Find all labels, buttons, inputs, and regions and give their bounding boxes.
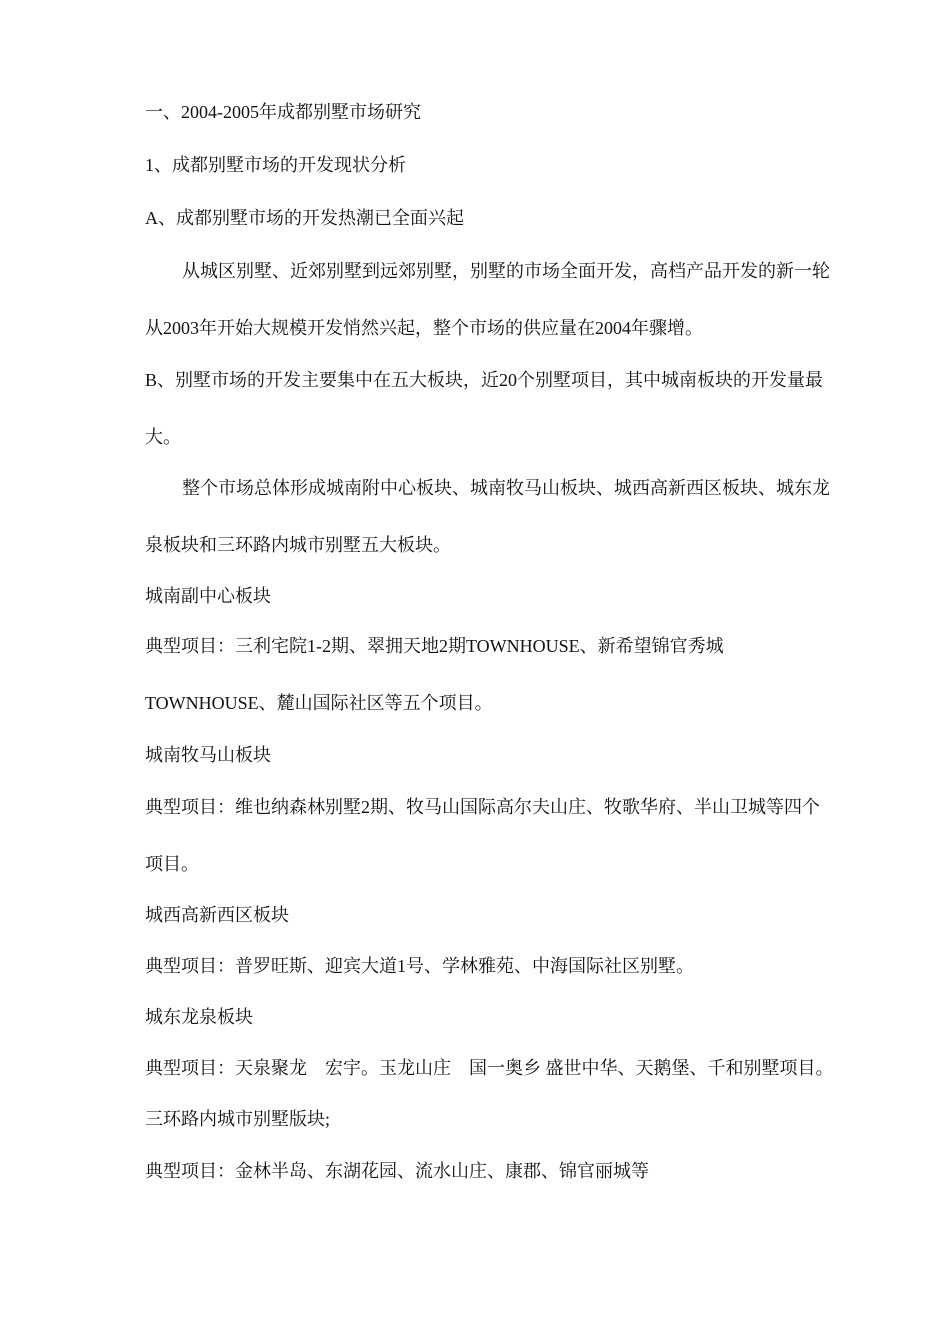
subsection-heading: 1、成都别墅市场的开发现状分析 [145, 155, 406, 175]
paragraph-line: 从城区别墅、近郊别墅到远郊别墅，别墅的市场全面开发，高档产品开发的新一轮 [182, 261, 830, 281]
point-heading-b-continued: 大。 [145, 427, 181, 447]
block-title: 城西高新西区板块 [145, 905, 289, 925]
block-title: 城南牧马山板块 [145, 745, 271, 765]
paragraph-line: 泉板块和三环路内城市别墅五大板块。 [145, 535, 451, 555]
block-title: 城东龙泉板块 [145, 1007, 253, 1027]
typical-projects-continued: 项目。 [145, 854, 199, 874]
point-heading-a: A、成都别墅市场的开发热潮已全面兴起 [145, 208, 464, 228]
typical-projects: 典型项目：普罗旺斯、迎宾大道1号、学林雅苑、中海国际社区别墅。 [145, 956, 694, 976]
typical-projects: 典型项目：金林半岛、东湖花园、流水山庄、康郡、锦官丽城等 [145, 1161, 649, 1181]
typical-projects-continued: TOWNHOUSE、麓山国际社区等五个项目。 [145, 693, 493, 713]
typical-projects: 典型项目：维也纳森林别墅2期、牧马山国际高尔夫山庄、牧歌华府、半山卫城等四个 [145, 797, 820, 817]
paragraph-line: 从2003年开始大规模开发悄然兴起，整个市场的供应量在2004年骤增。 [145, 318, 703, 338]
point-heading-b: B、别墅市场的开发主要集中在五大板块，近20个别墅项目，其中城南板块的开发量最 [145, 370, 824, 390]
block-title: 城南副中心板块 [145, 586, 271, 606]
typical-projects: 典型项目：天泉聚龙 宏宇。玉龙山庄 国一奥乡 盛世中华、天鹅堡、千和别墅项目。 [145, 1058, 834, 1078]
typical-projects: 典型项目：三利宅院1-2期、翠拥天地2期TOWNHOUSE、新希望锦官秀城 [145, 636, 724, 656]
section-heading: 一、2004-2005年成都别墅市场研究 [145, 102, 421, 122]
block-title: 三环路内城市别墅版块; [145, 1109, 330, 1129]
paragraph-line: 整个市场总体形成城南附中心板块、城南牧马山板块、城西高新西区板块、城东龙 [182, 478, 830, 498]
